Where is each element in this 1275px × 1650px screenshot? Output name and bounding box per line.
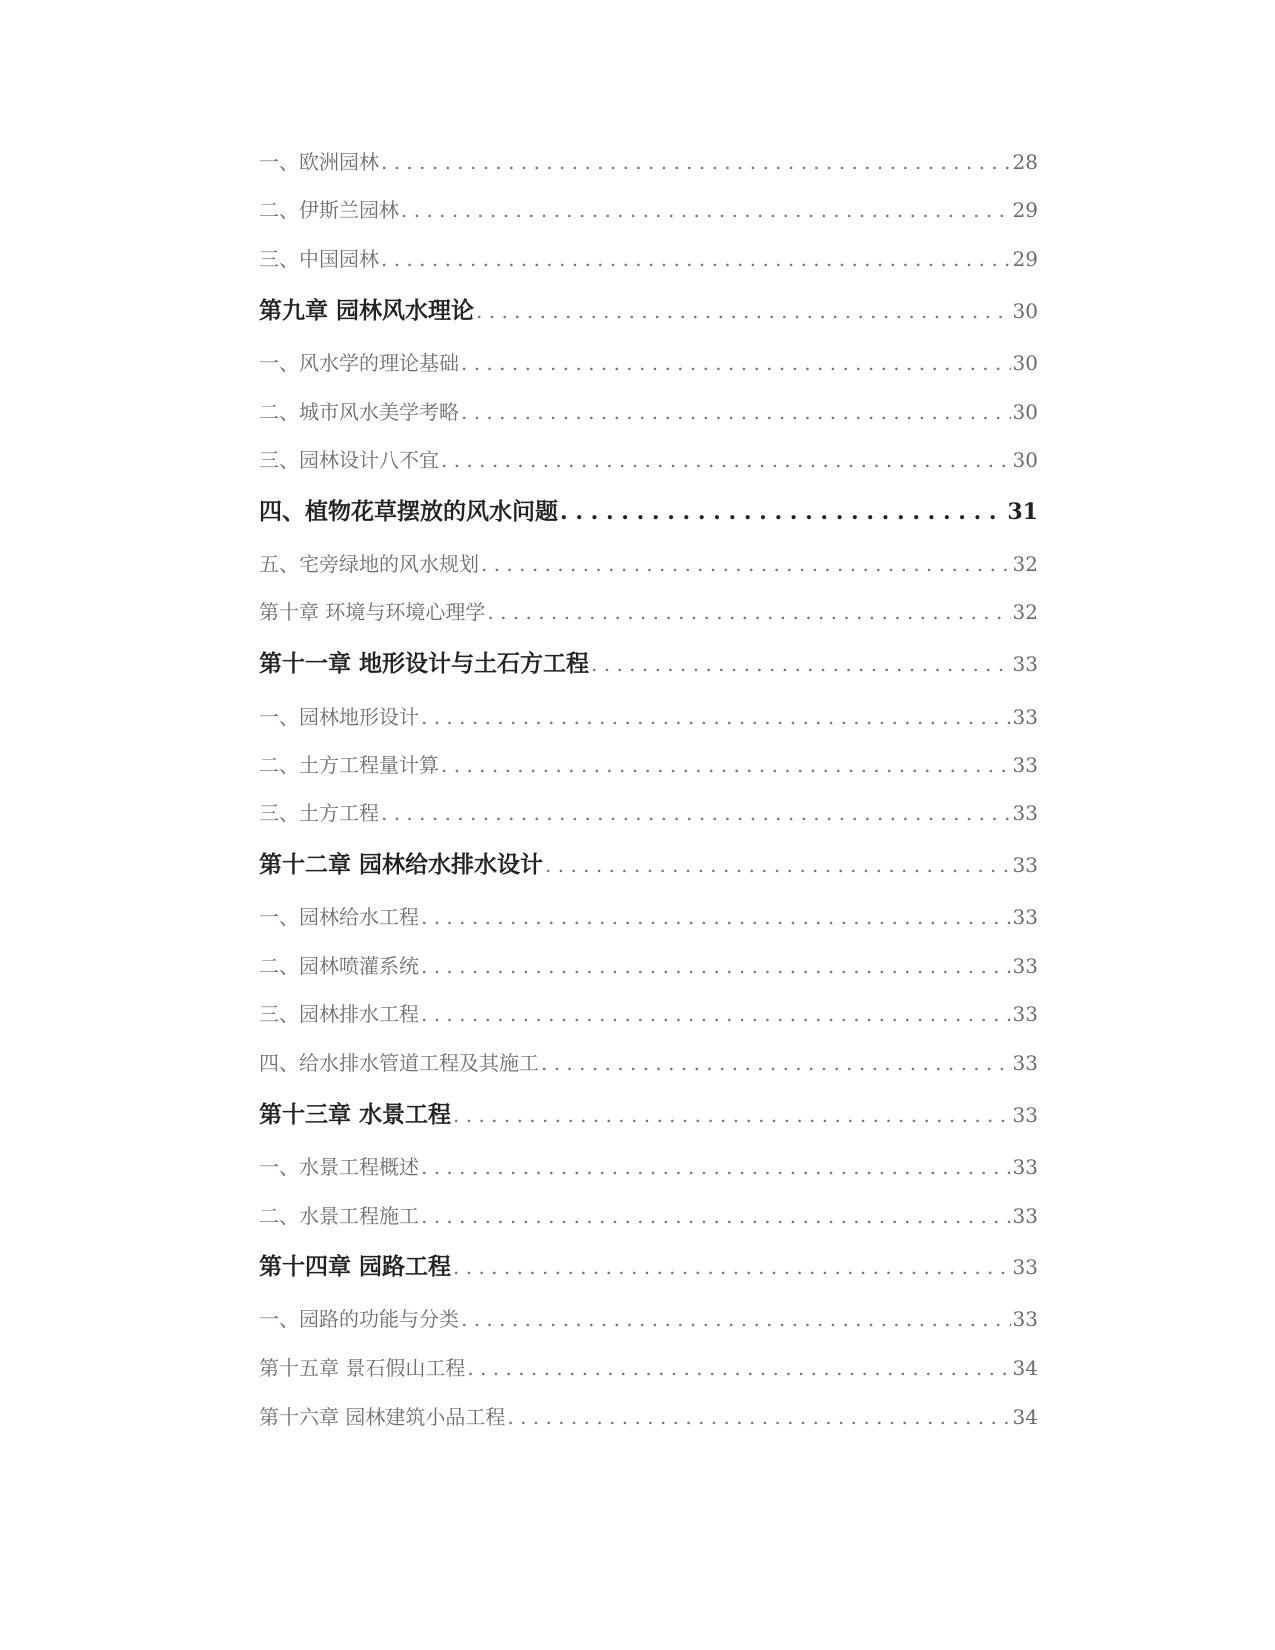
toc-entry-title: 二、城市风水美学考略 xyxy=(259,400,459,424)
toc-entry[interactable] xyxy=(259,444,1038,473)
toc-entry-page: 33 xyxy=(1012,1051,1038,1075)
toc-dot-leader xyxy=(461,400,1011,424)
toc-dot-leader xyxy=(461,1307,1011,1331)
toc-chapter-entry[interactable] xyxy=(259,1096,1038,1129)
toc-entry-title: 第十六章 园林建筑小品工程 xyxy=(259,1405,506,1429)
toc-entry-page: 32 xyxy=(1012,552,1038,576)
toc-dot-leader xyxy=(507,1405,1010,1429)
toc-entry-page: 33 xyxy=(1012,705,1038,729)
toc-dot-leader xyxy=(591,652,1011,676)
toc-entry-page: 29 xyxy=(1012,247,1038,271)
toc-entry-title: 一、水景工程概述 xyxy=(259,1155,419,1179)
toc-entry-title: 四、给水排水管道工程及其施工 xyxy=(259,1051,539,1075)
toc-entry-page: 33 xyxy=(1012,1103,1038,1127)
toc-entry-title: 第十章 环境与环境心理学 xyxy=(259,600,486,624)
toc-entry-title: 第九章 园林风水理论 xyxy=(259,297,475,324)
toc-entry-page: 30 xyxy=(1012,299,1038,323)
toc-entry-title: 五、宅旁绿地的风水规划 xyxy=(259,552,479,576)
toc-entry-page: 33 xyxy=(1012,853,1038,877)
toc-entry-page: 33 xyxy=(1012,905,1038,929)
toc-dot-leader xyxy=(461,351,1011,375)
toc-entry-title: 二、土方工程量计算 xyxy=(259,753,439,777)
toc-entry-title: 一、园林给水工程 xyxy=(259,905,419,929)
toc-chapter-entry[interactable] xyxy=(259,846,1038,879)
toc-chapter-entry[interactable] xyxy=(259,1248,1038,1281)
toc-entry[interactable] xyxy=(259,1401,1038,1430)
toc-entry[interactable] xyxy=(259,243,1038,272)
toc-dot-leader xyxy=(421,1155,1011,1179)
toc-dot-leader xyxy=(545,853,1011,877)
toc-entry-title: 二、伊斯兰园林 xyxy=(259,198,399,222)
toc-entry[interactable] xyxy=(259,396,1038,425)
toc-entry[interactable] xyxy=(259,749,1038,778)
toc-chapter-entry[interactable] xyxy=(259,292,1038,325)
toc-dot-leader xyxy=(541,1051,1011,1075)
toc-entry-title: 第十二章 园林给水排水设计 xyxy=(259,851,544,878)
toc-entry-title: 一、欧洲园林 xyxy=(259,150,379,174)
toc-dot-leader xyxy=(421,1002,1011,1026)
toc-entry-title: 一、园林地形设计 xyxy=(259,705,419,729)
toc-entry-title: 四、植物花草摆放的风水问题 xyxy=(259,498,558,525)
toc-entry[interactable] xyxy=(259,950,1038,979)
toc-entry-page: 33 xyxy=(1012,1307,1038,1331)
toc-entry-title: 第十五章 景石假山工程 xyxy=(259,1356,466,1380)
toc-entry-page: 33 xyxy=(1012,954,1038,978)
toc-entry-page: 32 xyxy=(1012,600,1038,624)
toc-dot-leader xyxy=(453,1255,1011,1279)
toc-entry-page: 34 xyxy=(1012,1405,1038,1429)
toc-entry-title: 第十四章 园路工程 xyxy=(259,1253,452,1280)
toc-dot-leader xyxy=(421,905,1011,929)
toc-entry-title: 第十一章 地形设计与土石方工程 xyxy=(259,650,590,677)
toc-entry[interactable] xyxy=(259,1151,1038,1180)
toc-dot-leader xyxy=(381,247,1011,271)
toc-entry-title: 二、水景工程施工 xyxy=(259,1204,419,1228)
toc-entry-page: 29 xyxy=(1012,198,1038,222)
toc-dot-leader xyxy=(441,753,1011,777)
toc-entry[interactable] xyxy=(259,1352,1038,1381)
toc-entry-title: 一、园路的功能与分类 xyxy=(259,1307,459,1331)
toc-entry-page: 33 xyxy=(1012,652,1038,676)
toc-entry-page: 34 xyxy=(1012,1356,1038,1380)
toc-entry[interactable] xyxy=(259,901,1038,930)
toc-entry-title: 第十三章 水景工程 xyxy=(259,1101,452,1128)
toc-dot-leader xyxy=(467,1356,1010,1380)
toc-entry-page: 30 xyxy=(1012,400,1038,424)
toc-dot-leader xyxy=(401,198,1011,222)
toc-entry[interactable] xyxy=(259,701,1038,730)
toc-entry[interactable] xyxy=(259,194,1038,223)
toc-entry-page: 33 xyxy=(1012,801,1038,825)
toc-entry[interactable] xyxy=(259,1047,1038,1076)
toc-entry-page: 33 xyxy=(1012,1155,1038,1179)
toc-entry-title: 三、园林排水工程 xyxy=(259,1002,419,1026)
toc-entry-title: 一、风水学的理论基础 xyxy=(259,351,459,375)
toc-dot-leader xyxy=(487,600,1010,624)
toc-entry-title: 三、园林设计八不宜 xyxy=(259,448,439,472)
toc-entry-page: 33 xyxy=(1012,1204,1038,1228)
toc-section-entry[interactable] xyxy=(259,493,1038,526)
toc-dot-leader xyxy=(441,448,1011,472)
toc-entry-title: 三、土方工程 xyxy=(259,801,379,825)
toc-chapter-entry[interactable] xyxy=(259,645,1038,678)
toc-entry[interactable] xyxy=(259,1200,1038,1229)
toc-dot-leader xyxy=(381,150,1011,174)
toc-entry[interactable] xyxy=(259,797,1038,826)
toc-entry-page: 33 xyxy=(1012,1002,1038,1026)
toc-entry-page: 31 xyxy=(1007,499,1038,525)
toc-dot-leader xyxy=(481,552,1011,576)
toc-dot-leader xyxy=(560,499,1005,525)
toc-entry[interactable] xyxy=(259,146,1038,175)
toc-dot-leader xyxy=(476,299,1011,323)
toc-entry-page: 28 xyxy=(1012,150,1038,174)
toc-entry[interactable] xyxy=(259,1303,1038,1332)
toc-entry-page: 33 xyxy=(1012,1255,1038,1279)
toc-entry[interactable] xyxy=(259,347,1038,376)
toc-dot-leader xyxy=(381,801,1011,825)
toc-entry-page: 30 xyxy=(1012,351,1038,375)
toc-entry-page: 30 xyxy=(1012,448,1038,472)
toc-entry-title: 二、园林喷灌系统 xyxy=(259,954,419,978)
toc-entry[interactable] xyxy=(259,548,1038,577)
toc-entry-page: 33 xyxy=(1012,753,1038,777)
toc-entry[interactable] xyxy=(259,596,1038,625)
toc-dot-leader xyxy=(421,954,1011,978)
toc-dot-leader xyxy=(421,1204,1011,1228)
toc-dot-leader xyxy=(453,1103,1011,1127)
toc-entry-title: 三、中国园林 xyxy=(259,247,379,271)
toc-entry[interactable] xyxy=(259,998,1038,1027)
toc-dot-leader xyxy=(421,705,1011,729)
